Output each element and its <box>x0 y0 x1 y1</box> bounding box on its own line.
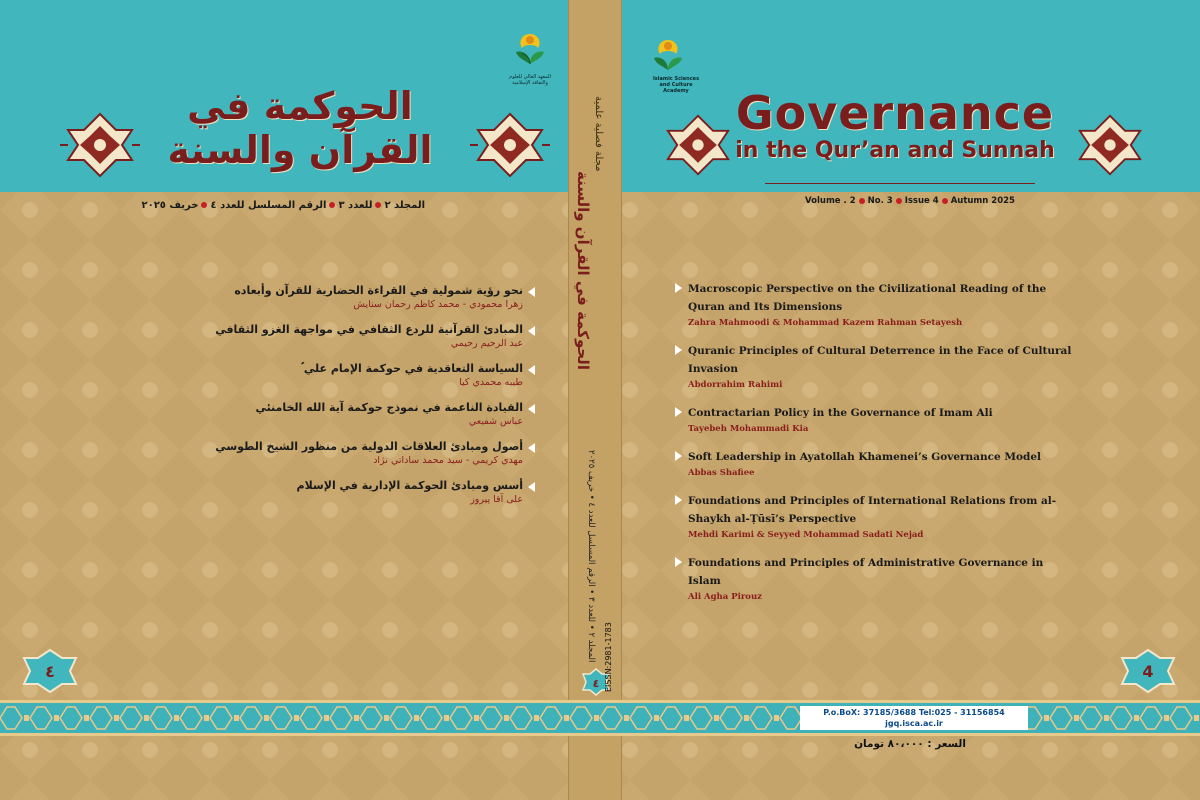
article-title-en: Quranic Principles of Cultural Deterrence in the Face of Cultural Invasion <box>688 345 1072 375</box>
list-item <box>675 554 1075 604</box>
front-volume: Volume . 2 <box>805 196 856 206</box>
article-author-ar: عبد الرحيم رحيمي <box>450 338 523 349</box>
publisher-caption-ar: المعهد العالي للعلوم والثقافة الإسلامية <box>509 74 551 86</box>
bullet-dot-icon <box>859 198 865 204</box>
article-title-ar: المبادئ القرآنية للردع الثقافي في مواجهة الغزو الثقافي <box>215 323 523 336</box>
academy-logo-icon <box>512 30 548 70</box>
article-author-ar: زهرا محمودي - محمد كاظم رحمان ستايش <box>353 299 523 310</box>
list-item <box>675 280 1075 330</box>
list-item <box>215 322 535 350</box>
article-title-en: Foundations and Principles of Administrative Governance in Islam <box>688 557 1044 587</box>
article-title-ar: السياسة التعاقدية في حوكمة الإمام علي ؑ <box>301 362 523 375</box>
article-author-en: Abdorrahim Rahimi <box>688 380 783 390</box>
list-item <box>675 492 1075 542</box>
article-author-ar: طيبه محمدي كيا <box>459 377 523 388</box>
price-label: السعر : ٨٠،٠٠٠ تومان <box>854 738 966 750</box>
list-item <box>255 478 535 506</box>
list-item <box>675 404 1075 436</box>
list-item <box>255 361 535 389</box>
bullet-dot-icon <box>329 202 335 208</box>
article-title-ar: أصول ومبادئ العلاقات الدولية من منظور الشيخ الطوسي <box>215 440 523 453</box>
article-author-ar: علی آقا پیروز <box>470 494 523 505</box>
front-table-of-contents <box>675 280 1075 616</box>
article-title-en: Macroscopic Perspective on the Civilizational Reading of the Quran and Its Dimensions <box>688 283 1047 313</box>
back-season: خريف ٢٠٢٥ <box>141 200 199 211</box>
article-title-en: Soft Leadership in Ayatollah Khamenei’s Governance Model <box>688 451 1041 463</box>
front-title-main: Governance <box>735 86 1055 140</box>
list-item <box>215 439 535 467</box>
article-author-en: Tayebeh Mohammadi Kia <box>688 424 809 434</box>
list-item <box>675 342 1075 392</box>
title-divider <box>765 183 1035 184</box>
publisher-caption-line2: and Culture Academy <box>659 82 693 94</box>
contact-address: P.o.BoX: 37185/3688 Tel:025 - 31156854 <box>823 708 1005 717</box>
list-item <box>255 400 535 428</box>
article-author-en: Zahra Mahmoodi & Mohammad Kazem Rahman Setayesh <box>688 318 963 328</box>
ornament-front-left-icon <box>660 112 736 178</box>
article-title-ar: أسس ومبادئ الحوكمة الإدارية في الإسلام <box>296 479 523 492</box>
bullet-dot-icon <box>375 202 381 208</box>
bullet-dot-icon <box>896 198 902 204</box>
article-author-en: Ali Agha Pirouz <box>688 592 762 602</box>
ornament-right-icon <box>470 110 550 180</box>
back-issue-line <box>141 200 425 211</box>
back-issue-number: ٤ <box>45 662 55 681</box>
spine-subtitle: مجلة فصلية علمية <box>593 96 604 172</box>
publisher-caption-en <box>646 76 706 94</box>
back-issue-badge <box>22 648 78 698</box>
article-title-en: Contractarian Policy in the Governance of Imam Ali <box>688 407 993 419</box>
back-cover-title: الحوكمة في القرآن والسنة <box>167 84 433 172</box>
bullet-dot-icon <box>942 198 948 204</box>
spine-issue-line: المجلد ٢ • للعدد ٣ • الرقم المسلسل للعدد ٤ • خريف ٢٠٢٥ <box>586 450 596 663</box>
publisher-caption-line1: Islamic Sciences <box>652 76 700 82</box>
spine-number: ٤ <box>592 677 600 690</box>
article-author-en: Mehdi Karimi & Seyyed Mohammad Sadati Nejad <box>688 530 924 540</box>
article-author-ar: عباس شفيعي <box>468 416 523 427</box>
front-title-sub: in the Qur’an and Sunnah <box>735 138 1055 163</box>
eissn-text: EISSN:2981-1783 <box>604 622 613 692</box>
ornament-left-icon <box>60 110 140 180</box>
article-title-ar: نحو رؤية شمولية في القراءة الحضارية للقرآن وأبعاده <box>234 284 523 297</box>
bullet-dot-icon <box>201 202 207 208</box>
spine-title: الحوكمة في القرآن والسنة <box>574 171 592 370</box>
article-title-en: Foundations and Principles of International Relations from al-Shaykh al-Ṭūsī’s Perspective <box>688 495 1057 525</box>
eissn-block <box>604 612 618 692</box>
front-season: Autumn 2025 <box>950 196 1015 206</box>
contact-website: jgq.isca.ac.ir <box>885 719 943 728</box>
front-issue-line <box>790 196 1030 206</box>
front-issue: Issue 4 <box>904 196 939 206</box>
ornament-front-right-icon <box>1072 112 1148 178</box>
back-volume: المجلد ٢ <box>384 200 425 211</box>
article-author-ar: مهدي كريمي - سيد محمد ساداتي نژاد <box>373 455 523 466</box>
article-title-ar: القيادة الناعمة في نموذج حوكمة آية الله الخامنئي <box>255 401 523 414</box>
contact-box <box>800 706 1028 730</box>
back-number: للعدد ٣ <box>338 200 373 211</box>
list-item <box>675 448 1075 480</box>
list-item <box>234 283 535 311</box>
academy-logo-front-icon <box>650 36 686 76</box>
article-author-en: Abbas Shafiee <box>688 468 755 478</box>
front-issue-number: 4 <box>1142 662 1154 681</box>
front-issue-badge <box>1120 648 1176 698</box>
back-table-of-contents <box>215 283 535 517</box>
back-serial: الرقم المسلسل للعدد ٤ <box>210 200 327 211</box>
front-number: No. 3 <box>867 196 893 206</box>
